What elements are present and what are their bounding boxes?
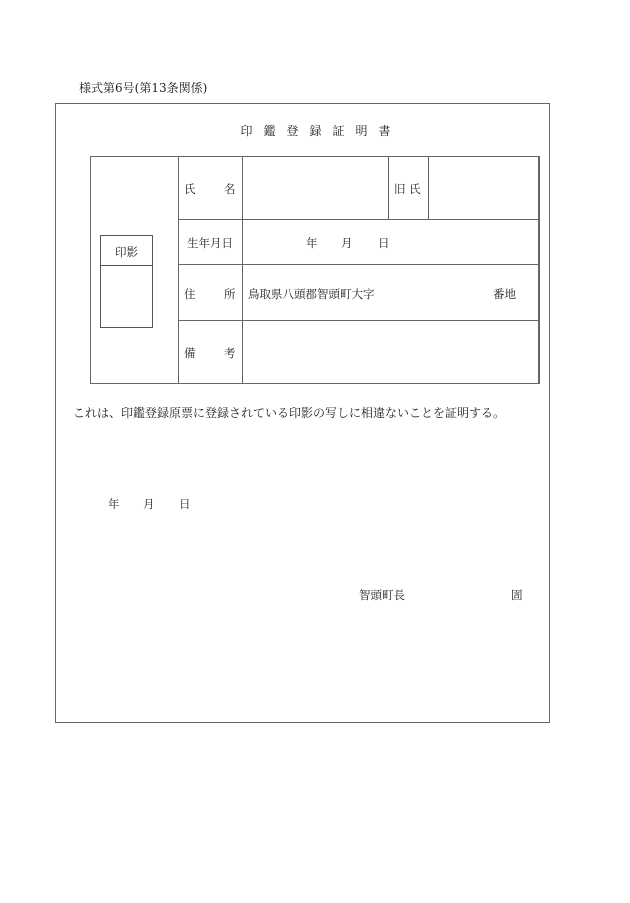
issuer-title: 智頭町長 [359, 588, 405, 602]
stamp-divider [101, 265, 152, 266]
address-label-left: 住 [184, 287, 196, 301]
name-label-left: 氏 [184, 182, 196, 196]
address-prefix: 鳥取県八頭郡智頭町大字 [248, 287, 375, 301]
stamp-impression-box [100, 235, 153, 328]
row-divider [178, 219, 539, 220]
issue-month-label: 月 [143, 497, 155, 511]
table-border-right [538, 156, 540, 384]
column-divider [178, 156, 179, 384]
remarks-label-right: 考 [224, 346, 236, 360]
birthdate-label: 生年月日 [187, 236, 233, 250]
former-name-label: 旧 氏 [394, 182, 421, 196]
official-seal-mark: 圁 [511, 588, 523, 602]
row-divider [178, 264, 539, 265]
row-divider [178, 320, 539, 321]
stamp-label: 印影 [115, 245, 138, 259]
certification-statement: これは、印鑑登録原票に登録されている印影の写しに相違ないことを証明する。 [73, 406, 506, 420]
issue-day-label: 日 [179, 497, 191, 511]
birth-day-label: 日 [378, 236, 390, 250]
birth-month-label: 月 [341, 236, 353, 250]
table-border-left [90, 156, 91, 384]
remarks-label-left: 備 [184, 346, 196, 360]
column-divider [428, 156, 429, 219]
form-number-label: 様式第6号(第13条関係) [79, 81, 208, 95]
birth-year-label: 年 [306, 236, 318, 250]
table-border-bottom [90, 383, 539, 384]
name-label-right: 名 [224, 182, 236, 196]
column-divider [388, 156, 389, 219]
column-divider [242, 156, 243, 384]
table-border-top [90, 156, 539, 157]
document-title: 印鑑登録証明書 [240, 124, 402, 138]
issue-year-label: 年 [108, 497, 120, 511]
address-label-right: 所 [224, 287, 236, 301]
address-suffix: 番地 [493, 287, 516, 301]
